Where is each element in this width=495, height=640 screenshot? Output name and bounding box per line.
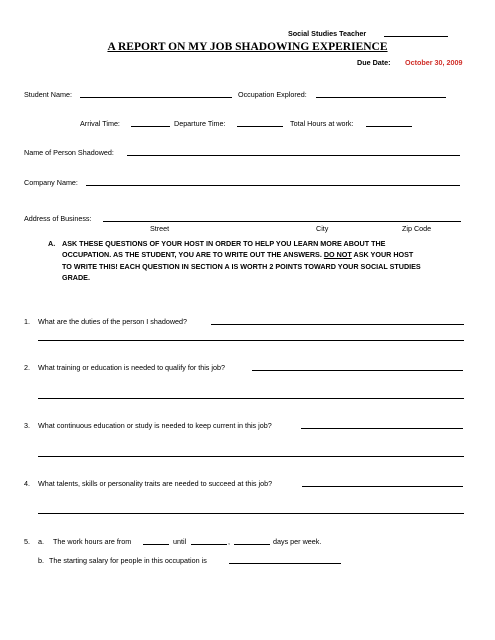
- address-label: Address of Business:: [24, 214, 92, 223]
- arrival-label: Arrival Time:: [80, 119, 120, 128]
- days-per-week-blank[interactable]: [234, 544, 270, 545]
- hours-from-blank[interactable]: [143, 544, 169, 545]
- question-4-answer-line-2[interactable]: [38, 513, 464, 514]
- question-4-text: What talents, skills or personality traits are needed to succeed at this job?: [38, 479, 273, 488]
- section-a-line-4: GRADE.: [62, 272, 90, 282]
- total-hours-blank[interactable]: [366, 126, 412, 127]
- question-4-number: 4.: [24, 479, 30, 488]
- page-title: A REPORT ON MY JOB SHADOWING EXPERIENCE: [107, 41, 388, 53]
- occupation-blank[interactable]: [316, 97, 446, 98]
- hours-until-blank[interactable]: [191, 544, 227, 545]
- section-a-line-2b: ASK YOUR HOST: [351, 250, 414, 260]
- section-a-line-2a: OCCUPATION. AS THE STUDENT, YOU ARE TO WRITE OUT THE ANSWERS.: [62, 250, 324, 260]
- teacher-label: Social Studies Teacher: [288, 29, 367, 38]
- starting-salary-blank[interactable]: [229, 563, 341, 564]
- occupation-label: Occupation Explored:: [238, 90, 307, 99]
- total-hours-label: Total Hours at work:: [290, 119, 354, 128]
- teacher-blank[interactable]: [384, 36, 448, 37]
- question-2-answer-line-2[interactable]: [38, 398, 464, 399]
- question-1-text: What are the duties of the person I shadowed?: [38, 317, 188, 326]
- company-blank[interactable]: [86, 185, 460, 186]
- question-2-number: 2.: [24, 363, 30, 372]
- due-date-label: Due Date:: [357, 58, 391, 67]
- due-date-value: October 30, 2009: [405, 58, 463, 67]
- question-5b-label: b.: [38, 556, 44, 565]
- section-a-label: A.: [48, 239, 56, 248]
- section-a-instructions: [48, 238, 468, 283]
- student-name-blank[interactable]: [80, 97, 232, 98]
- question-3-answer-line[interactable]: [301, 428, 463, 429]
- question-5-number: 5.: [24, 537, 30, 546]
- question-2-answer-line[interactable]: [252, 370, 463, 371]
- question-1-number: 1.: [24, 317, 30, 326]
- question-5a-comma: ,: [228, 537, 230, 546]
- student-name-label: Student Name:: [24, 90, 72, 99]
- street-caption: Street: [150, 224, 170, 233]
- question-1-answer-line[interactable]: [211, 324, 464, 325]
- departure-blank[interactable]: [237, 126, 283, 127]
- question-4-answer-line[interactable]: [302, 486, 463, 487]
- question-5b-text: The starting salary for people in this occupation is: [49, 556, 207, 565]
- address-blank[interactable]: [103, 221, 461, 222]
- zip-caption: Zip Code: [402, 224, 432, 233]
- section-a-do-not: DO NOT: [323, 250, 352, 260]
- section-a-line-3: TO WRITE THIS! EACH QUESTION IN SECTION A IS WORTH 2 POINTS TOWARD YOUR SOCIAL STUDIES: [62, 261, 421, 271]
- person-shadowed-label: Name of Person Shadowed:: [24, 148, 114, 157]
- question-1-answer-line-2[interactable]: [38, 340, 464, 341]
- question-5a-until: until: [173, 537, 187, 546]
- question-3-number: 3.: [24, 421, 30, 430]
- city-caption: City: [316, 224, 329, 233]
- question-3-text: What continuous education or study is needed to keep current in this job?: [38, 421, 272, 430]
- question-2-text: What training or education is needed to qualify for this job?: [38, 363, 225, 372]
- arrival-blank[interactable]: [131, 126, 170, 127]
- section-a-line-1: ASK THESE QUESTIONS OF YOUR HOST IN ORDER TO HELP YOU LEARN MORE ABOUT THE: [62, 239, 386, 248]
- question-5a-text: The work hours are from: [53, 537, 132, 546]
- company-label: Company Name:: [24, 178, 78, 187]
- question-5a-label: a.: [38, 537, 44, 546]
- departure-label: Departure Time:: [174, 119, 226, 128]
- question-3-answer-line-2[interactable]: [38, 456, 464, 457]
- question-5a-days: days per week.: [273, 537, 322, 546]
- person-shadowed-blank[interactable]: [127, 155, 460, 156]
